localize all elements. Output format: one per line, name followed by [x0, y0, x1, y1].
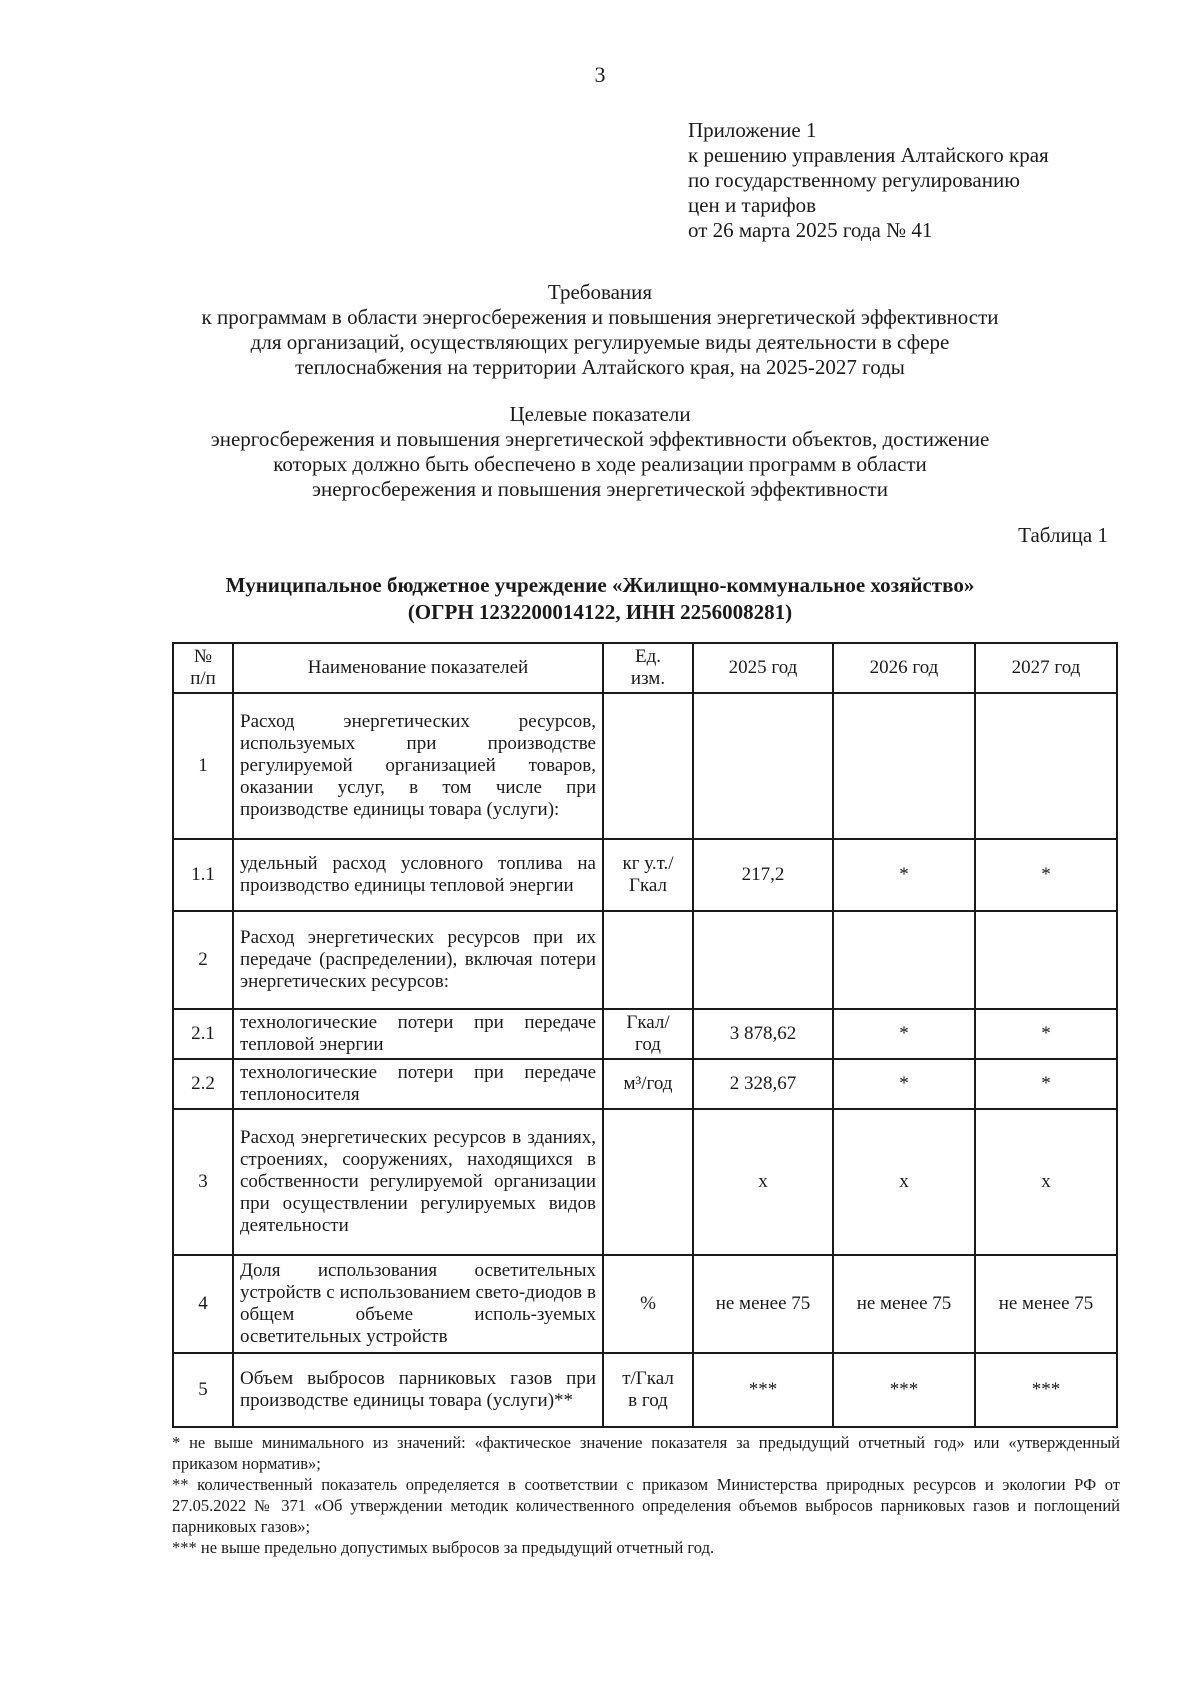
row-2027: * — [975, 839, 1117, 911]
row-2027: *** — [975, 1353, 1117, 1427]
row-num: 3 — [173, 1109, 233, 1255]
organization-name: Муниципальное бюджетное учреждение «Жилищно-коммунальное хозяйство» — [225, 573, 975, 597]
indicators-table — [172, 642, 1118, 1428]
organization-ids: (ОГРН 1232200014122, ИНН 2256008281) — [407, 600, 793, 624]
row-unit — [603, 911, 693, 1009]
row-num: 2.2 — [173, 1059, 233, 1109]
row-unit — [603, 693, 693, 839]
footnotes — [172, 1432, 1120, 1558]
row-2026: * — [833, 1059, 975, 1109]
header-2025: 2025 год — [693, 643, 833, 693]
row-unit: м³/год — [603, 1059, 693, 1109]
row-2027: не менее 75 — [975, 1255, 1117, 1353]
row-unit: Гкал/ год — [603, 1009, 693, 1059]
row-num: 2.1 — [173, 1009, 233, 1059]
title-line: для организаций, осуществляющих регулируемые виды деятельности в сфере — [250, 330, 950, 354]
footnote: * не выше минимального из значений: «фактическое значение показателя за предыдущий отчетный год» или «утвержденный приказом норматив»; — [172, 1433, 1120, 1473]
footnote: ** количественный показатель определяется в соответствии с приказом Министерства природных ресурсов и экологии РФ от 27.05.2022 № 371 «Об утверждении методик количественного определения объемов выбросов парниковых газов и поглощений парниковых газов»; — [172, 1475, 1120, 1536]
row-2027 — [975, 911, 1117, 1009]
row-2027: * — [975, 1009, 1117, 1059]
row-2026 — [833, 693, 975, 839]
row-2025: х — [693, 1109, 833, 1255]
row-2025 — [693, 693, 833, 839]
row-2026 — [833, 911, 975, 1009]
row-num: 1.1 — [173, 839, 233, 911]
row-num: 2 — [173, 911, 233, 1009]
title-line: теплоснабжения на территории Алтайского края, на 2025-2027 годы — [295, 355, 905, 379]
table-row — [173, 1009, 1117, 1059]
header-num: № п/п — [173, 643, 233, 693]
row-2025: *** — [693, 1353, 833, 1427]
row-num: 5 — [173, 1353, 233, 1427]
row-2025: 3 878,62 — [693, 1009, 833, 1059]
table-header-row — [173, 643, 1117, 693]
header-unit: Ед. изм. — [603, 643, 693, 693]
indicators-line: энергосбережения и повышения энергетической эффективности объектов, достижение — [210, 427, 990, 451]
table-row — [173, 1353, 1117, 1427]
row-unit: т/Гкал в год — [603, 1353, 693, 1427]
title-line: к программам в области энергосбережения и повышения энергетической эффективности — [201, 305, 999, 329]
row-2025: не менее 75 — [693, 1255, 833, 1353]
row-num: 1 — [173, 693, 233, 839]
row-2026: не менее 75 — [833, 1255, 975, 1353]
row-2027 — [975, 693, 1117, 839]
row-name: технологические потери при передаче теплоносителя — [233, 1059, 603, 1109]
row-2027: х — [975, 1109, 1117, 1255]
row-name: технологические потери при передаче тепловой энергии — [233, 1009, 603, 1059]
row-unit — [603, 1109, 693, 1255]
table-row — [173, 1059, 1117, 1109]
row-name: Расход энергетических ресурсов, используемых при производстве регулируемой организацией товаров, оказании услуг, в том числе при производстве единицы товара (услуги): — [233, 693, 603, 839]
indicators-line: энергосбережения и повышения энергетической эффективности — [312, 477, 888, 501]
page-number: 3 — [594, 62, 606, 87]
table-row — [173, 839, 1117, 911]
row-2027: * — [975, 1059, 1117, 1109]
appendix-line: от 26 марта 2025 года № 41 — [688, 218, 933, 242]
row-2026: х — [833, 1109, 975, 1255]
row-num: 4 — [173, 1255, 233, 1353]
table-row — [173, 1109, 1117, 1255]
row-name: Расход энергетических ресурсов в зданиях, строениях, сооружениях, находящихся в собственности регулируемой организации при осуществлении регулируемых видов деятельности — [233, 1109, 603, 1255]
row-unit: кг у.т./ Гкал — [603, 839, 693, 911]
row-2025: 217,2 — [693, 839, 833, 911]
header-name: Наименование показателей — [233, 643, 603, 693]
row-2025: 2 328,67 — [693, 1059, 833, 1109]
organization-title — [0, 572, 1200, 626]
appendix-line: по государственному регулированию — [688, 168, 1020, 192]
row-name: Доля использования осветительных устройств с использованием свето-диодов в общем объеме исполь-зуемых осветительных устройств — [233, 1255, 603, 1353]
document-title — [0, 280, 1200, 380]
header-2027: 2027 год — [975, 643, 1117, 693]
row-name: Расход энергетических ресурсов при их передаче (распределении), включая потери энергетических ресурсов: — [233, 911, 603, 1009]
table-row — [173, 1255, 1117, 1353]
table-row — [173, 911, 1117, 1009]
appendix-header — [688, 118, 1049, 243]
row-2026: *** — [833, 1353, 975, 1427]
row-unit: % — [603, 1255, 693, 1353]
row-2026: * — [833, 1009, 975, 1059]
title-heading: Требования — [547, 280, 653, 304]
row-2026: * — [833, 839, 975, 911]
appendix-line: Приложение 1 — [688, 118, 817, 142]
table-label: Таблица 1 — [1018, 523, 1108, 547]
indicators-line: которых должно быть обеспечено в ходе реализации программ в области — [273, 452, 927, 476]
table-row — [173, 693, 1117, 839]
indicators-title — [0, 402, 1200, 502]
row-name: удельный расход условного топлива на производство единицы тепловой энергии — [233, 839, 603, 911]
row-2025 — [693, 911, 833, 1009]
indicators-heading: Целевые показатели — [509, 402, 691, 426]
appendix-line: цен и тарифов — [688, 193, 817, 217]
row-name: Объем выбросов парниковых газов при производстве единицы товара (услуги)** — [233, 1353, 603, 1427]
header-2026: 2026 год — [833, 643, 975, 693]
footnote: *** не выше предельно допустимых выбросов за предыдущий отчетный год. — [172, 1538, 715, 1557]
appendix-line: к решению управления Алтайского края — [688, 143, 1049, 167]
